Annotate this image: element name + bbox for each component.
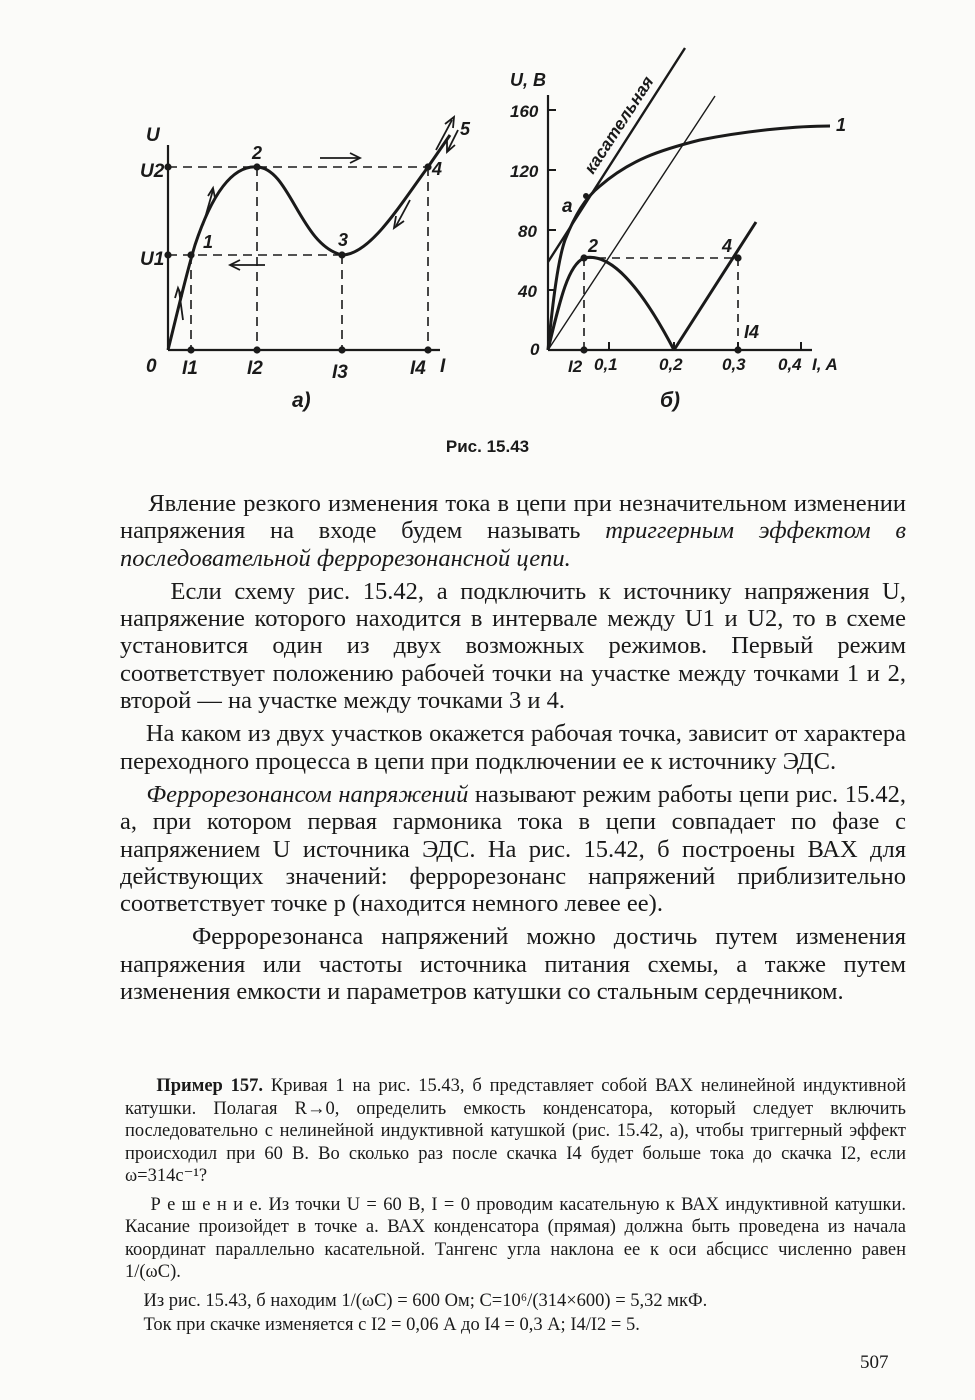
paragraph-1 <box>120 490 906 572</box>
paragraph-4-term: Феррорезонансом напряжений <box>146 780 469 808</box>
example-line-3-text: Ток при скачке изменяется с I2 = 0,06 А до I4 = 0,3 А; I4/I2 = 5. <box>143 1315 640 1335</box>
b-x-ticks <box>609 342 801 350</box>
a-point-1: 1 <box>203 232 214 252</box>
b-point-2: 2 <box>588 236 599 256</box>
example-block <box>125 1075 906 1343</box>
example-title: Пример 157. <box>156 1076 264 1096</box>
b-ytick-40: 40 <box>518 282 537 301</box>
b-xtick-02: 0,2 <box>659 355 683 374</box>
b-dashed-guides <box>584 258 738 350</box>
b-curve1-label: 1 <box>836 115 847 135</box>
a-point-2: 2 <box>252 143 263 163</box>
b-ytick-120: 120 <box>510 162 539 181</box>
a-point-3: 3 <box>338 230 349 250</box>
b-xtick-04: 0,4 <box>778 355 802 374</box>
b-tangent-line <box>548 48 685 262</box>
paragraph-4 <box>120 781 906 917</box>
a-sublabel: а) <box>292 389 311 412</box>
b-y-ticks <box>548 110 556 290</box>
a-tick-i: I <box>440 356 446 377</box>
example-solution <box>125 1194 906 1284</box>
b-ytick-160: 160 <box>510 102 539 121</box>
solution-text: Из точки U = 60 В, I = 0 проводим касательную к ВАХ индуктивной катушки. Касание произойдет в точке а. ВАХ конденсатора (прямая) должна быть проведена из начала координат параллельно касательной. Тангенс угла наклона ее к оси абсцисс численно равен 1/(ωC). <box>125 1194 907 1282</box>
b-y-label: U, В <box>510 70 546 90</box>
paragraph-3 <box>120 720 906 775</box>
a-point-4: 4 <box>432 159 443 179</box>
a-arrows <box>175 117 458 320</box>
body-text <box>120 490 906 1011</box>
a-points <box>164 163 431 353</box>
example-line-2-text: Из рис. 15.43, б находим 1/(ωC) = 600 Ом; C=10⁶/(314×600) = 5,32 мкФ. <box>143 1290 708 1311</box>
a-u1-label: U1 <box>140 249 165 270</box>
b-xtick-03: 0,3 <box>722 355 746 374</box>
a-dashed-guides <box>168 167 428 350</box>
paragraph-5-text: Феррорезонанса напряжений можно достичь путем изменения напряжения или частоты источника питания схемы, а также путем изменения емкости и параметров катушки со стальным сердечником. <box>120 923 906 1006</box>
b-ytick-0: 0 <box>530 340 540 359</box>
a-tick-i4: I4 <box>410 358 426 379</box>
b-xtick-01: 0,1 <box>594 355 618 374</box>
paragraph-2-text: Если схему рис. 15.42, а подключить к источнику напряжения U, напряжение которого находится в интервале между U1 и U2, то в схеме установится один из двух возможных режимов. Первый режим соответствует положению рабочей точки на участке между точками 1 и 2, второй — на участке между точками 3 и 4. <box>120 577 906 715</box>
paragraph-3-text: На каком из двух участков окажется рабочая точка, зависит от характера переходного процесса в цепи при подключении ее к источнику ЭДС. <box>120 720 906 775</box>
paragraph-1-text: Явление резкого изменения тока в цепи при незначительном изменении напряжения на входе будем называть <box>120 490 906 545</box>
b-points <box>580 193 741 354</box>
a-y-label: U <box>146 125 160 146</box>
paragraph-1-term: триггерным эффектом в последовательной феррорезонансной цепи. <box>120 517 906 572</box>
b-xtick-ia: I, A <box>812 355 838 374</box>
b-point-a: а <box>562 196 573 217</box>
figure-svg <box>0 0 975 470</box>
b-tangent-label: касательная <box>580 72 658 178</box>
a-origin-label: 0 <box>146 356 157 377</box>
example-line-2 <box>125 1290 906 1313</box>
a-tick-i1: I1 <box>182 358 198 379</box>
paragraph-2 <box>120 578 906 714</box>
example-line-3 <box>125 1314 906 1337</box>
paragraph-5 <box>120 923 906 1005</box>
b-point-4: 4 <box>722 236 733 256</box>
b-i4-label: I4 <box>744 322 760 342</box>
b-ytick-80: 80 <box>518 222 537 241</box>
page-number: 507 <box>860 1352 889 1373</box>
figure-caption: Рис. 15.43 <box>445 437 530 456</box>
b-sublabel: б) <box>660 389 680 412</box>
a-u2-label: U2 <box>140 161 165 182</box>
panel-b <box>548 48 830 354</box>
a-point-5: 5 <box>460 119 471 139</box>
a-tick-i2: I2 <box>247 358 263 379</box>
b-xtick-i2: I2 <box>568 357 583 376</box>
paragraph-4-text: называют режим работы цепи рис. 15.42, а, при котором первая гармоника тока в цепи совпадает по фазе с напряжением U источника ЭДС. На рис. 15.42, б построены ВАХ для действующих значений: феррорезонанс напряжений приблизительно соответствует точке p (находится немного левее ее). <box>120 780 906 918</box>
b-resulting-curve <box>548 257 674 350</box>
figure-15-43 <box>0 0 975 470</box>
solution-label: Р е ш е н и е. <box>150 1194 263 1215</box>
a-tick-i3: I3 <box>332 362 348 383</box>
example-text: Кривая 1 на рис. 15.43, б представляет собой ВАХ нелинейной индуктивной катушки. Полагая R→0, определить емкость конденсатора, который следует включить последовательно с нелинейной индуктивной катушкой (рис. 15.42, а), чтобы триггерный эффект происходил при 60 В. Во сколько раз после скачка I4 будет больше тока до скачка I2, если ω=314с⁻¹? <box>125 1076 906 1186</box>
example-statement <box>125 1075 906 1188</box>
